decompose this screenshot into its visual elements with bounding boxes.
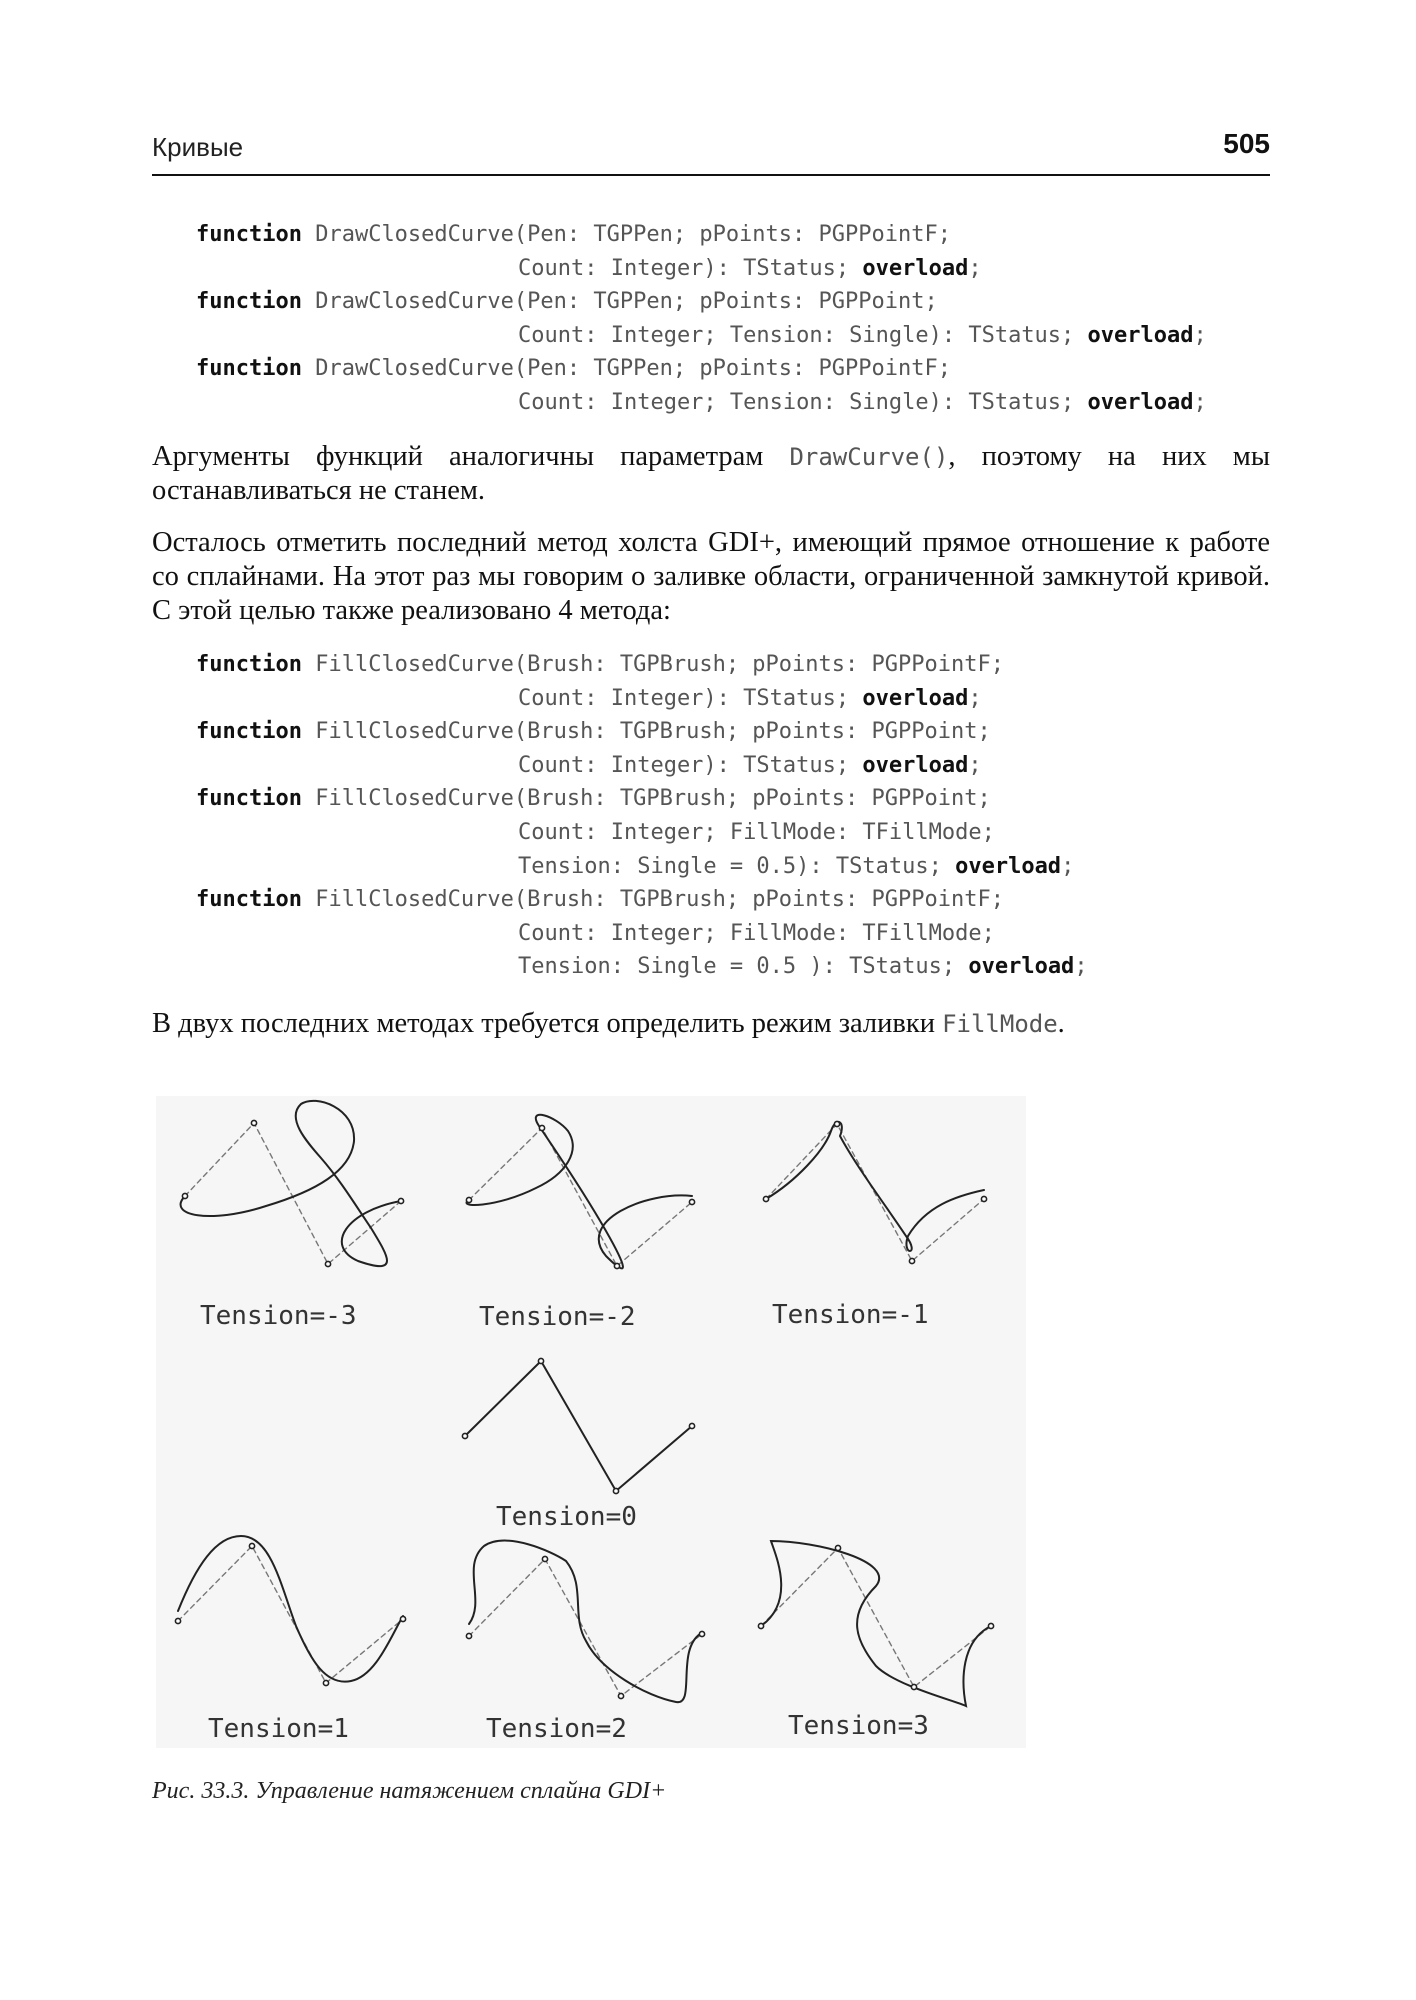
code-keyword: overload [862,752,969,778]
code-keyword: function [196,719,302,745]
code-text: ; [1061,853,1075,879]
code-keyword: overload [1087,389,1194,415]
paragraph-arguments [152,440,1270,508]
control-polygon [185,1123,401,1264]
panel-label: Tension=3 [788,1711,929,1741]
code-text: Count: Integer): TStatus; [518,255,863,281]
code-line [196,285,1207,319]
panel-label: Tension=-2 [479,1302,636,1332]
spline-curve [467,1115,692,1269]
code-text: FillClosedCurve(Brush: TGPBrush; pPoints: PGPPointF; [301,887,1004,913]
code-text: DrawClosedCurve(Pen: TGPPen; pPoints: PGPPoint; [301,289,938,315]
control-polygon [469,1559,702,1696]
code-text: Count: Integer; Tension: Single): TStatus; [518,322,1088,348]
code-text: Tension: Single = 0.5 ): TStatus; [518,954,969,980]
code-text: ; [1074,954,1088,980]
code-line [196,850,1088,884]
code-text: ; [968,255,982,281]
paragraph-fill-methods: Осталось отметить последний метод холста GDI+, имеющий прямое отношение к работе со сплайнами. На этот раз мы говорим о заливке области, ограниченной замкнутой кривой. С этой целью также реализовано 4 метода: [152,527,1270,626]
code-text: FillClosedCurve(Brush: TGPBrush; pPoints: PGPPointF; [301,652,1004,677]
spline-curve [469,1541,700,1703]
code-line [196,352,1207,386]
code-keyword: function [196,356,302,382]
panel-tension-0 [462,1358,694,1493]
code-text: Count: Integer; FillMode: TFillMode; [518,819,995,845]
code-line [196,319,1207,353]
code-line [196,816,1088,850]
code-line [196,218,1207,252]
code-keyword: overload [1087,322,1194,348]
control-points [182,1120,403,1266]
spline-curve [181,1101,401,1266]
panel-label: Tension=2 [486,1714,627,1744]
panel-label: Tension=-1 [772,1300,929,1330]
figure-caption: Рис. 33.3. Управление натяжением сплайна GDI+ [152,1778,667,1804]
code-text: Count: Integer; FillMode: TFillMode; [518,920,995,946]
code-block-draw-closed-curve [196,218,1207,420]
code-keyword: function [196,887,302,913]
code-line [196,950,1088,984]
code-line [196,682,1088,716]
panel-tension-minus-1 [763,1121,986,1263]
paragraph-fill-mode [152,1007,1270,1041]
code-text: ; [1193,389,1207,415]
paragraph-text: Аргументы функций аналогичны параметрам [152,441,790,472]
code-line [196,917,1088,951]
spline-curve [465,1361,692,1491]
panel-tension-2 [466,1541,704,1703]
code-text: ; [1193,322,1207,348]
code-keyword: overload [862,255,969,281]
code-text: FillClosedCurve(Brush: TGPBrush; pPoints: PGPPoint; [301,719,991,745]
panel-label: Tension=-3 [200,1301,357,1331]
control-points [466,1556,704,1698]
running-head [152,128,1270,176]
panel-tension-minus-2 [466,1115,694,1269]
code-text: Count: Integer; Tension: Single): TStatus; [518,389,1088,415]
code-line [196,715,1088,749]
code-keyword: function [196,289,302,315]
panel-tension-minus-3 [181,1101,404,1267]
code-line [196,883,1088,917]
paragraph-text: В двух последних методах требуется определить режим заливки [152,1008,943,1039]
code-text: FillClosedCurve(Brush: TGPBrush; pPoints: PGPPoint; [301,786,991,812]
code-text: Count: Integer): TStatus; [518,752,863,778]
spline-curve [178,1536,403,1682]
spline-curve [761,1541,991,1706]
code-block-fill-closed-curve [196,648,1088,984]
inline-code: FillMode [942,1010,1058,1038]
code-text: DrawClosedCurve(Pen: TGPPen; pPoints: PGPPointF; [301,222,951,247]
panel-tension-1 [175,1536,405,1686]
figure-spline-tension [156,1096,1026,1748]
code-keyword: overload [862,685,969,711]
inline-code: DrawCurve() [789,443,949,471]
paragraph-text: . [1057,1008,1065,1039]
section-title: Кривые [152,132,244,162]
code-text: Count: Integer): TStatus; [518,685,863,711]
panel-label: Tension=1 [208,1714,349,1744]
code-line [196,648,1088,682]
code-text: ; [968,685,982,711]
code-keyword: function [196,222,302,247]
code-keyword: function [196,786,302,812]
paragraph-text: , поэтому на них мы останавливаться не станем. [152,441,1270,506]
code-line [196,386,1207,420]
code-text: Tension: Single = 0.5): TStatus; [518,853,956,879]
code-keyword: function [196,652,302,677]
panel-label: Tension=0 [496,1502,637,1532]
page-number: 505 [1223,128,1270,159]
panel-tension-3 [758,1541,993,1706]
control-polygon [178,1546,403,1683]
code-text: ; [968,752,982,778]
code-line [196,252,1207,286]
code-text: DrawClosedCurve(Pen: TGPPen; pPoints: PGPPointF; [301,356,951,382]
code-keyword: overload [955,853,1062,879]
code-keyword: overload [968,954,1075,980]
control-points [175,1543,405,1685]
code-line [196,782,1088,816]
code-line [196,749,1088,783]
spline-curve [766,1122,984,1251]
spline-tension-diagram [156,1096,1026,1748]
